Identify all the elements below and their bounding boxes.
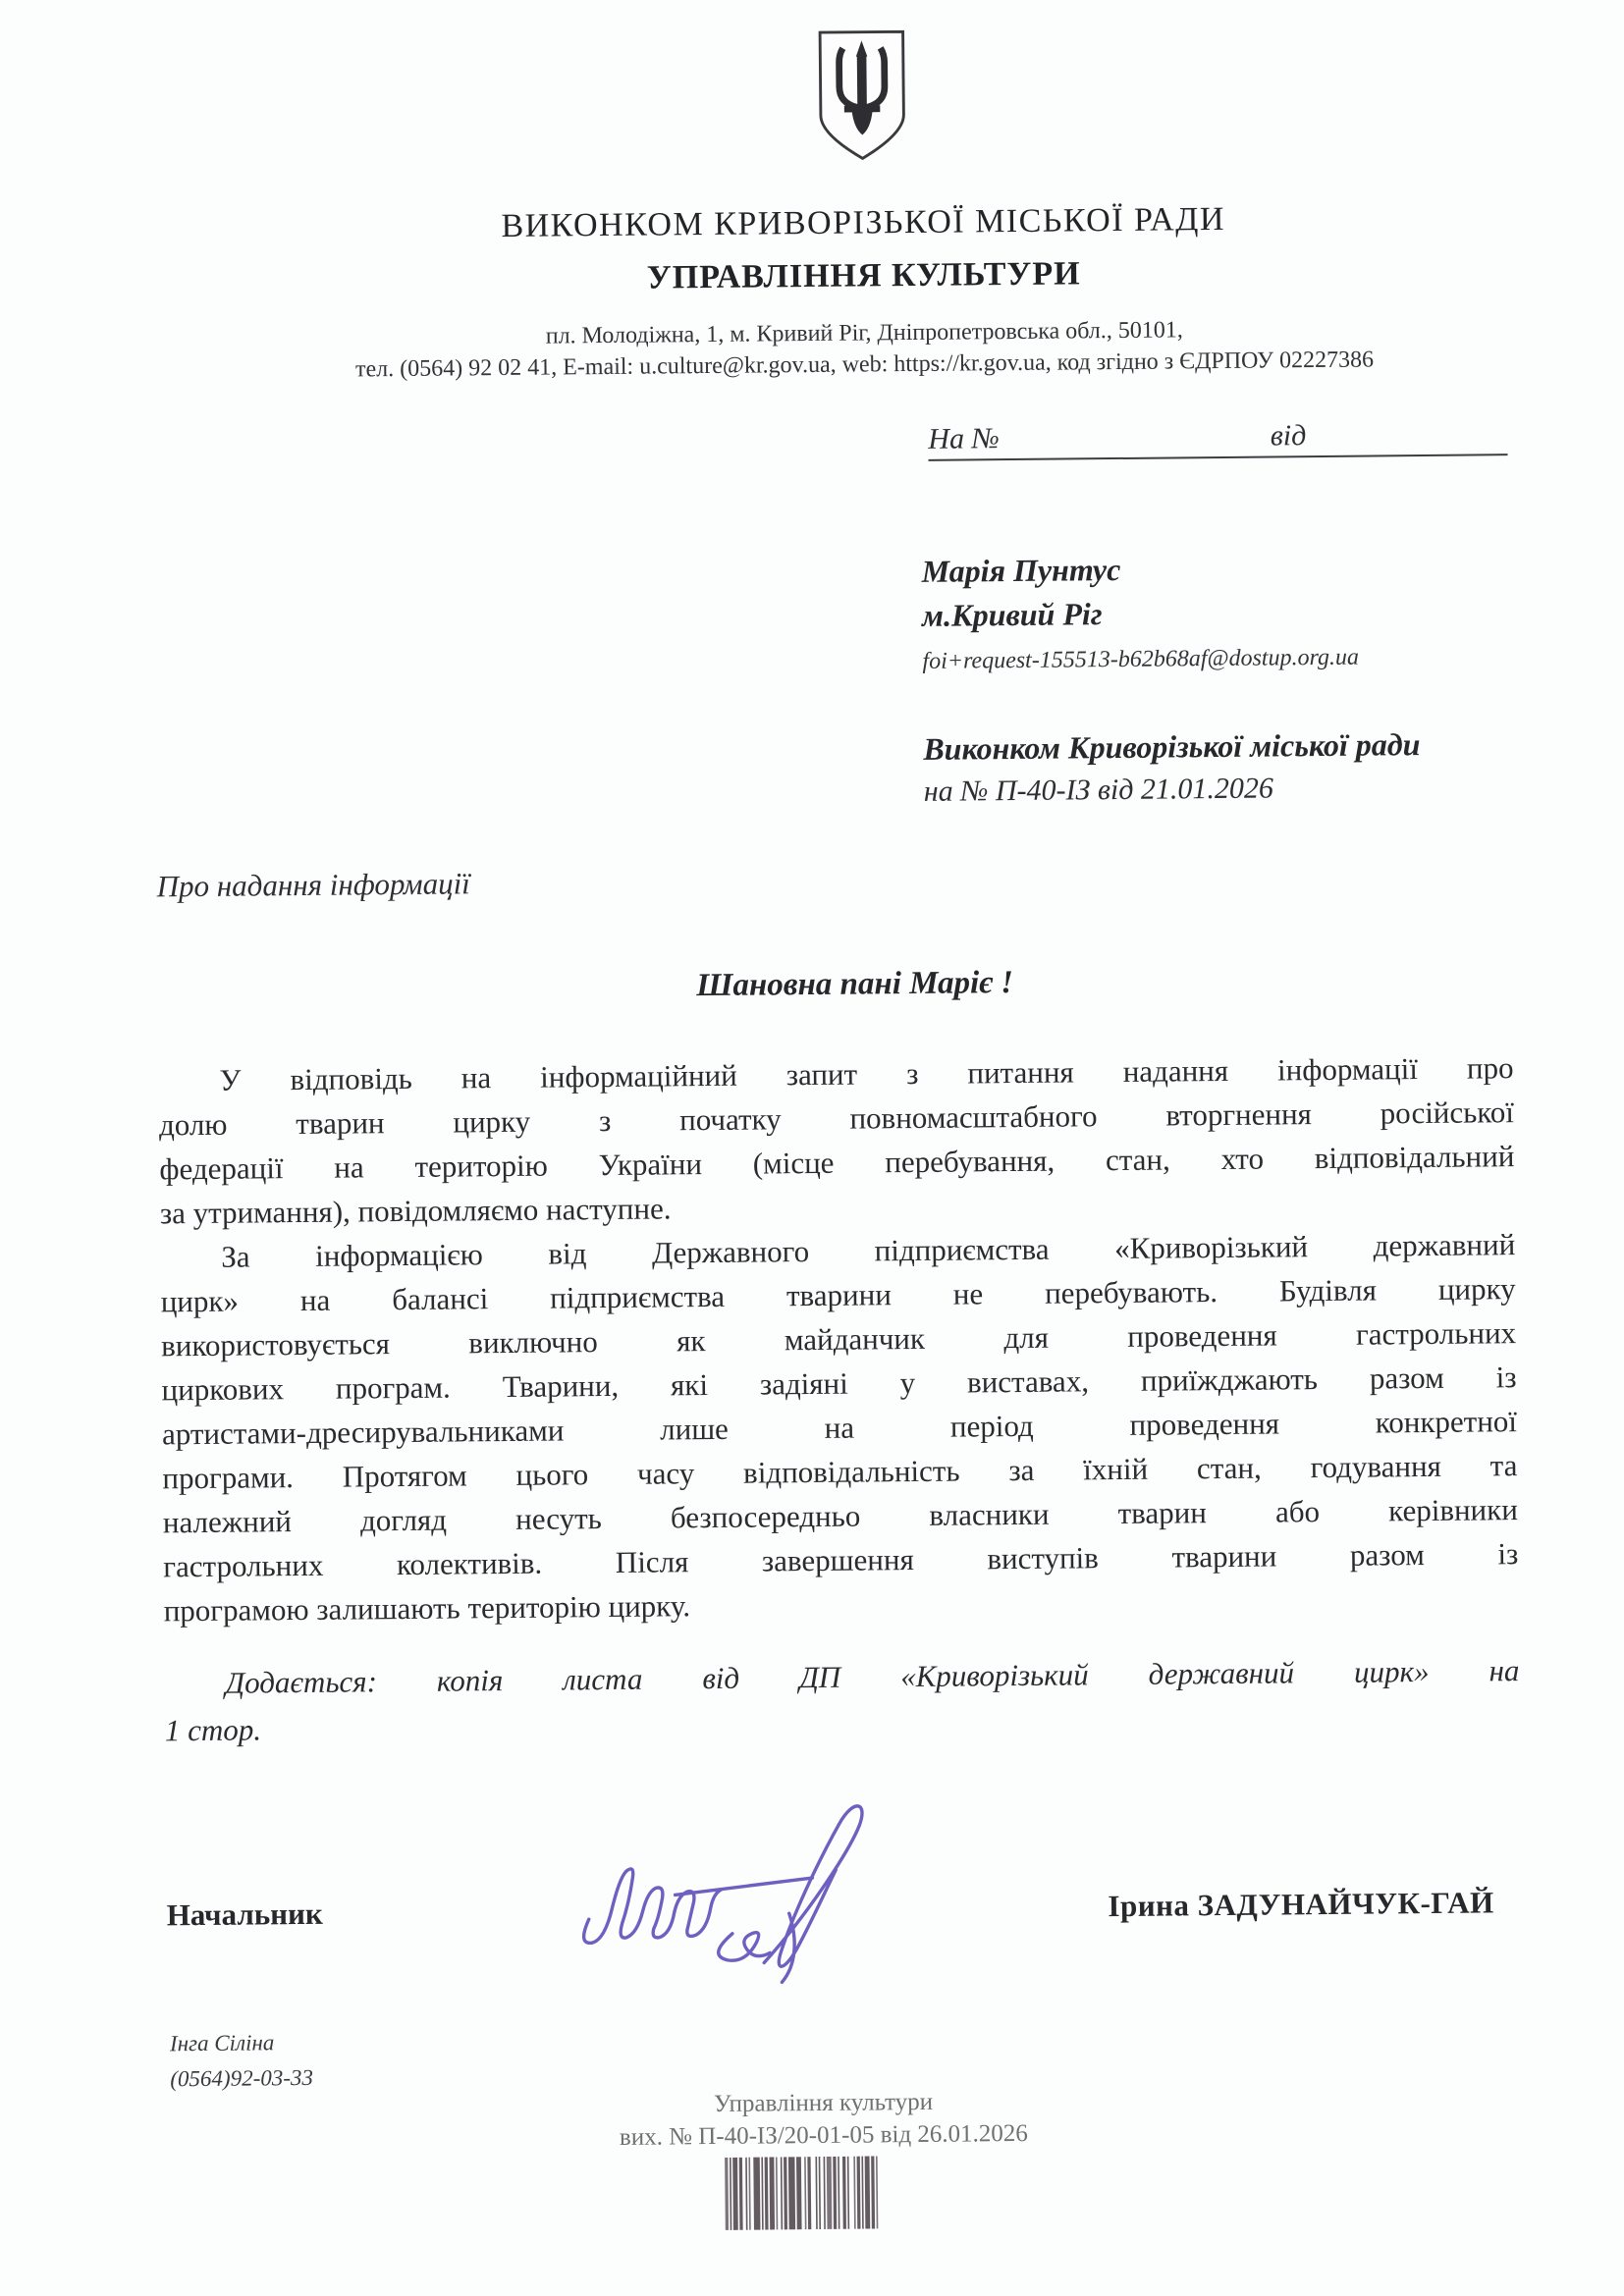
body-line: цирк» на балансі підприємства тварини не перебувають. Будівля цирку [160,1271,1516,1319]
recipient-city: м.Кривий Ріг [921,596,1103,633]
body-line: артистами-дресирувальниками лише на період проведення конкретної [161,1404,1518,1452]
attachment-note [164,1647,1520,1754]
incoming-ref-blank-line [928,417,1507,461]
registration-footer [11,2079,1624,2248]
ref-blank-date [1306,451,1507,453]
org-name-line1: ВИКОНКОМ КРИВОРІЗЬКОЇ МІСЬКОЇ РАДИ [501,200,1226,245]
body-text [158,1045,1519,1632]
body-line: циркових програм. Тварини, які задіяні у виставах, приїжджають разом із [161,1360,1517,1408]
body-line: належний догляд несуть безпосередньо власники тварин або керівники [162,1492,1518,1540]
executor-phone: (0564)92-03-33 [170,2064,314,2092]
body-line: гастрольних колективів. Після завершення виступів тварини разом із [163,1536,1519,1584]
body-line: використовується виключно як майданчик для проведення гастрольних [160,1315,1517,1363]
body-line: 1 стор. [164,1712,262,1748]
body-line: За інформацією від Державного підприємства «Криворізький державний [221,1227,1516,1274]
signer-position: Начальник [166,1896,323,1933]
barcode [723,2156,926,2232]
recipient-name: Марія Пунтус [921,551,1121,589]
body-line: долю тварин цирку з початку повномасштабного вторгнення російської [158,1095,1515,1143]
body-line: У відповідь на інформаційний запит з питання надання інформації про [219,1050,1514,1097]
recipient-block [921,544,1511,813]
signer-name: Ірина ЗАДУНАЙЧУК-ГАЙ [1108,1885,1494,1924]
salutation: Шановна пані Маріє ! [696,965,1014,1004]
executor-name: Інга Сіліна [169,2030,275,2056]
body-line: за утримання), повідомляємо наступне. [159,1191,672,1231]
handwritten-signature [558,1767,957,1989]
body-line: програмою залишають територію цирку. [163,1588,691,1629]
ref-on-no-label: На № [928,422,1000,455]
footer-org: Управління культури [713,2088,934,2118]
org-contacts: тел. (0564) 92 02 41, E-mail: u.culture@kr.gov.ua, web: https://kr.gov.ua, код згідно з ЄДРПОУ 02227386 [354,347,1375,383]
body-line: програми. Протягом цього часу відповідальність за їхній стан, годування та [162,1448,1518,1496]
footer-out-ref: вих. № П-40-ІЗ/20-01-05 від 26.01.2026 [619,2119,1028,2151]
recipient-email: foi+request-155513-b62b68af@dostup.org.ua [922,644,1360,674]
ref-vid-label: від [1270,419,1307,453]
org-name-line2: УПРАВЛІННЯ КУЛЬТУРИ [646,255,1081,296]
org-address: пл. Молодіжна, 1, м. Кривий Ріг, Дніпропетровська обл., 50101, [545,317,1183,349]
ref-blank-number [1000,453,1271,455]
body-line: Додається: копія листа від ДП «Криворізький державний цирк» на [225,1653,1520,1700]
signature-row [166,1877,1521,1941]
recipient-ref-number: на № П-40-ІЗ від 21.01.2026 [923,772,1274,808]
letterhead [184,21,1542,385]
ukraine-trident-emblem-icon [814,27,909,167]
subject-line: Про надання інформації [156,866,470,904]
executor-block [170,2025,313,2097]
recipient-org: Виконком Криворізької міської ради [923,726,1421,767]
body-line: федерації на територію України (місце перебування, стан, хто відповідальний [159,1139,1515,1187]
